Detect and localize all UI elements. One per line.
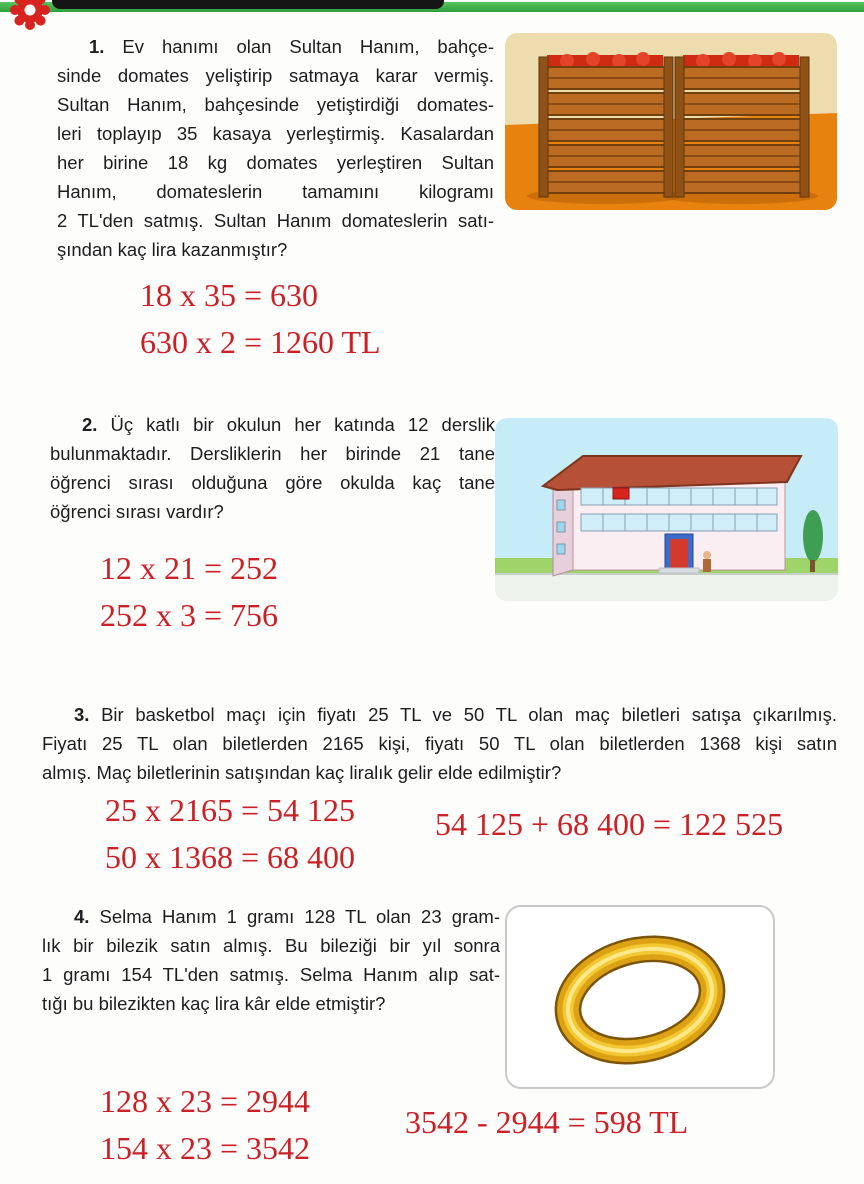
solution-line: 25 x 2165 = 54 125 — [105, 792, 356, 828]
problem-text: Selma Hanım 1 gramı 128 TL olan 23 gram- — [99, 906, 501, 927]
problem-2-text — [50, 410, 495, 526]
problem-text-line: tığı bu bilezikten kaç lira kâr elde etmiştir? — [42, 993, 386, 1014]
problem-text-line: şından kaç lira kazanmıştır? — [57, 239, 288, 260]
gold-ring-illustration — [505, 905, 775, 1089]
tomato-crates-illustration — [505, 33, 837, 210]
problem-text-line: sinde domates yeliştirip satmaya karar vermiş. — [57, 65, 494, 86]
solution-line: 128 x 23 = 2944 — [100, 1083, 311, 1119]
problem-4-solution-left — [100, 1078, 310, 1172]
problem-2-solution — [100, 545, 278, 639]
problem-text-line — [42, 902, 500, 931]
problem-3-text — [42, 700, 837, 787]
problem-1-text — [57, 32, 494, 264]
problem-text: Üç katlı bir okulun her katında 12 derslik — [110, 414, 495, 435]
problem-text-line: lık bir bilezik satın almış. Bu bileziği bir yıl sonra — [42, 935, 500, 956]
problem-text-line: Fiyatı 25 TL olan biletlerden 2165 kişi, fiyatı 50 TL olan biletlerden 1368 kişi satın — [42, 733, 837, 754]
problem-4-text — [42, 902, 500, 1018]
header-black-bar — [52, 0, 444, 9]
problem-1-solution — [140, 272, 381, 366]
problem-text-line: öğrenci sırası vardır? — [50, 501, 224, 522]
solution-line: 18 x 35 = 630 — [140, 277, 319, 313]
solution-line: 630 x 2 = 1260 TL — [140, 324, 381, 360]
problem-number: 1. — [89, 36, 105, 57]
problem-text: Ev hanımı olan Sultan Hanım, bahçe- — [122, 36, 494, 57]
problem-number: 4. — [74, 906, 90, 927]
problem-text-line: leri toplayıp 35 kasaya yerleştirmiş. Kasalardan — [57, 123, 494, 144]
problem-text-line — [42, 700, 837, 729]
problem-text-line: 1 gramı 154 TL'den satmış. Selma Hanım alıp sat- — [42, 964, 500, 985]
problem-4-solution-right — [405, 1104, 688, 1140]
problem-text-line: her birine 18 kg domates yerleştiren Sultan — [57, 152, 494, 173]
problem-text: Bir basketbol maçı için fiyatı 25 TL ve 50 TL olan maç biletleri satışa çıkarılmış. — [101, 704, 837, 725]
problem-text-line: Sultan Hanım, bahçesinde yetiştirdiği domates- — [57, 94, 494, 115]
solution-line: 3542 - 2944 = 598 TL — [405, 1104, 689, 1140]
solution-line: 12 x 21 = 252 — [100, 550, 279, 586]
solution-line: 154 x 23 = 3542 — [100, 1130, 311, 1166]
problem-text-line: bulunmaktadır. Dersliklerin her birinde 21 tane — [50, 443, 495, 464]
problem-text-line: Hanım, domateslerin tamamını kilogramı — [57, 181, 494, 202]
problem-text-line — [57, 32, 494, 61]
gear-icon — [8, 0, 52, 32]
solution-line: 252 x 3 = 756 — [100, 597, 279, 633]
problem-text-line: 2 TL'den satmış. Sultan Hanım domateslerin satı- — [57, 210, 494, 231]
solution-line: 54 125 + 68 400 = 122 525 — [435, 806, 784, 842]
problem-text-line — [50, 410, 495, 439]
solution-line: 50 x 1368 = 68 400 — [105, 839, 356, 875]
school-image — [495, 418, 838, 601]
tomato-crates-image — [505, 33, 837, 210]
problem-text-line: almış. Maç biletlerinin satışından kaç liralık gelir elde edilmiştir? — [42, 762, 562, 783]
problem-3-solution-right — [435, 806, 783, 842]
problem-3-solution-left — [105, 787, 355, 881]
problem-number: 2. — [82, 414, 98, 435]
gold-ring-image — [507, 907, 773, 1087]
problem-text-line: öğrenci sırası olduğuna göre okulda kaç tane — [50, 472, 495, 493]
school-illustration — [495, 418, 838, 601]
problem-number: 3. — [74, 704, 90, 725]
